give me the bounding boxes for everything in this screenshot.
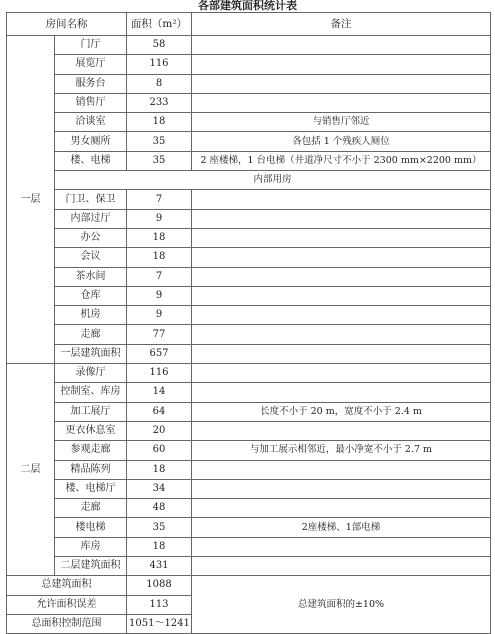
room-area: 14	[127, 383, 192, 402]
room-note	[192, 537, 491, 556]
room-note	[192, 364, 491, 383]
area-statistics-table	[6, 12, 491, 634]
room-area: 18	[127, 460, 192, 479]
room-note: 长度不小于 20 m，宽度不小于 2.4 m	[192, 402, 491, 421]
room-area: 657	[127, 344, 192, 363]
room-area: 233	[127, 93, 192, 112]
room-area: 9	[127, 306, 192, 325]
room-name: 销售厅	[55, 93, 127, 112]
room-name: 男女厕所	[55, 132, 127, 151]
table-row	[7, 441, 491, 460]
table-row	[7, 55, 491, 74]
table-row	[7, 306, 491, 325]
table-row	[7, 151, 491, 170]
table-row	[7, 248, 491, 267]
room-name: 机房	[55, 306, 127, 325]
room-area: 58	[127, 36, 192, 55]
room-note: 各包括 1 个残疾人厕位	[192, 132, 491, 151]
room-name: 楼、电梯厅	[55, 479, 127, 498]
room-name: 二层建筑面积	[55, 557, 127, 576]
table-row	[7, 190, 491, 209]
room-name: 录像厅	[55, 364, 127, 383]
room-name: 办公	[55, 228, 127, 247]
table-row	[7, 93, 491, 112]
room-area: 18	[127, 113, 192, 132]
table-row	[7, 132, 491, 151]
table-row	[7, 344, 491, 363]
floor-label: 二层	[7, 364, 55, 576]
room-name: 走廊	[55, 325, 127, 344]
table-row	[7, 499, 491, 518]
room-area: 48	[127, 499, 192, 518]
room-name: 一层建筑面积	[55, 344, 127, 363]
room-note	[192, 479, 491, 498]
header-area: 面积（m²）	[127, 13, 192, 36]
room-note	[192, 460, 491, 479]
room-note	[192, 499, 491, 518]
room-area: 8	[127, 74, 192, 93]
table-row	[7, 557, 491, 576]
table-row	[7, 267, 491, 286]
room-area: 60	[127, 441, 192, 460]
room-area: 9	[127, 209, 192, 228]
room-name: 更衣休息室	[55, 421, 127, 440]
room-note	[192, 557, 491, 576]
total-area: 113	[127, 595, 192, 614]
room-name: 控制室、库房	[55, 383, 127, 402]
room-area: 35	[127, 132, 192, 151]
table-row	[7, 364, 491, 383]
room-name: 楼、电梯	[55, 151, 127, 170]
room-area: 77	[127, 325, 192, 344]
room-name: 会议	[55, 248, 127, 267]
floor-label: 一层	[7, 36, 55, 364]
room-name: 门卫、保卫	[55, 190, 127, 209]
room-note	[192, 74, 491, 93]
room-name: 展览厅	[55, 55, 127, 74]
room-area: 35	[127, 518, 192, 537]
room-area: 20	[127, 421, 192, 440]
room-area: 9	[127, 286, 192, 305]
table-row	[7, 479, 491, 498]
room-name: 仓库	[55, 286, 127, 305]
room-name: 精品陈列	[55, 460, 127, 479]
room-note	[192, 421, 491, 440]
room-name: 走廊	[55, 499, 127, 518]
room-note	[192, 267, 491, 286]
table-row	[7, 74, 491, 93]
table-row	[7, 402, 491, 421]
room-note: 与销售厅邻近	[192, 113, 491, 132]
room-note: 与加工展示相邻近，最小净宽不小于 2.7 m	[192, 441, 491, 460]
room-note	[192, 93, 491, 112]
table-row	[7, 383, 491, 402]
room-name: 服务台	[55, 74, 127, 93]
room-area: 18	[127, 228, 192, 247]
room-area: 64	[127, 402, 192, 421]
table-row	[7, 228, 491, 247]
room-area: 116	[127, 364, 192, 383]
table-row	[7, 36, 491, 55]
table-row	[7, 209, 491, 228]
header-room: 房间名称	[7, 13, 127, 36]
table-row	[7, 13, 491, 36]
total-note: 总建筑面积的±10%	[192, 576, 491, 634]
room-area: 7	[127, 190, 192, 209]
room-name: 洽谈室	[55, 113, 127, 132]
room-area: 7	[127, 267, 192, 286]
room-note	[192, 209, 491, 228]
table-row	[7, 576, 491, 595]
room-name: 库房	[55, 537, 127, 556]
total-area: 1051～1241	[127, 614, 192, 633]
room-note	[192, 286, 491, 305]
room-note	[192, 306, 491, 325]
total-label: 总面积控制范围	[7, 614, 127, 633]
room-area: 116	[127, 55, 192, 74]
room-name: 茶水间	[55, 267, 127, 286]
table-row	[7, 421, 491, 440]
room-note	[192, 248, 491, 267]
table-row	[7, 113, 491, 132]
room-area: 35	[127, 151, 192, 170]
room-name: 门厅	[55, 36, 127, 55]
total-label: 允许面积误差	[7, 595, 127, 614]
table-row	[7, 518, 491, 537]
room-name: 参观走廊	[55, 441, 127, 460]
room-note	[192, 344, 491, 363]
room-name: 内部过厅	[55, 209, 127, 228]
room-note	[192, 36, 491, 55]
room-note	[192, 325, 491, 344]
room-note: 2座楼梯、1部电梯	[192, 518, 491, 537]
room-name: 加工展厅	[55, 402, 127, 421]
table-row	[7, 171, 491, 190]
total-label: 总建筑面积	[7, 576, 127, 595]
room-area: 18	[127, 248, 192, 267]
table-row	[7, 460, 491, 479]
room-note	[192, 383, 491, 402]
sub-section-header: 内部用房	[55, 171, 491, 190]
room-note	[192, 190, 491, 209]
room-area: 18	[127, 537, 192, 556]
room-note	[192, 228, 491, 247]
header-note: 备注	[192, 13, 491, 36]
room-note	[192, 55, 491, 74]
table-row	[7, 286, 491, 305]
room-note: 2 座楼梯，1 台电梯（井道净尺寸不小于 2300 mm×2200 mm）	[192, 151, 491, 170]
room-area: 34	[127, 479, 192, 498]
total-area: 1088	[127, 576, 192, 595]
table-row	[7, 325, 491, 344]
room-area: 431	[127, 557, 192, 576]
room-name: 楼电梯	[55, 518, 127, 537]
table-row	[7, 537, 491, 556]
table-title: 各部建筑面积统计表	[198, 0, 297, 12]
